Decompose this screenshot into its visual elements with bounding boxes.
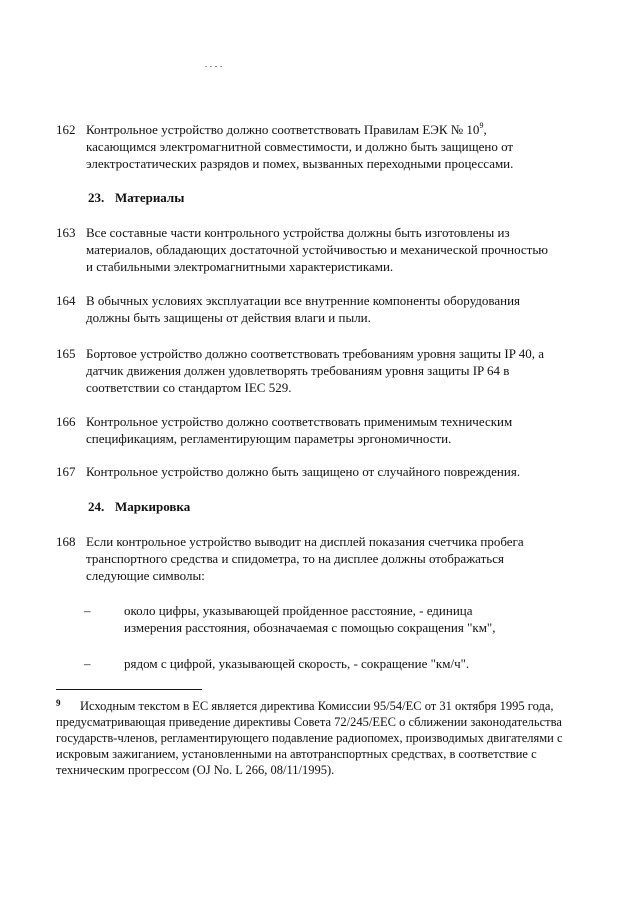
paragraph-164 — [56, 292, 556, 327]
paragraph-number: 168 — [56, 534, 76, 549]
section-number: 24. — [88, 499, 105, 514]
section-title: Материалы — [115, 190, 185, 205]
paragraph-text: Контрольное устройство должно соответствовать применимым техническим спецификациям, регламентирующим параметры эргономичности. — [86, 414, 513, 446]
paragraph-text: В обычных условиях эксплуатации все внутренние компоненты оборудования должны быть защищены от действия влаги и пыли. — [86, 293, 521, 325]
paragraph-number: 165 — [56, 346, 76, 361]
list-item-text: рядом с цифрой, указывающей скорость, - сокращение "км/ч". — [124, 656, 470, 671]
list-item — [84, 602, 524, 637]
paragraph-text-part: Контрольное устройство должно соответствовать Правилам ЕЭК № 10 — [86, 122, 480, 137]
paragraph-text: Контрольное устройство должно быть защищено от случайного повреждения. — [86, 464, 521, 479]
list-item-text: около цифры, указывающей пройденное расстояние, - единица измерения расстояния, обозначаемая с помощью сокращения "км", — [124, 603, 496, 635]
section-title: Маркировка — [115, 499, 191, 514]
paragraph-number: 162 — [56, 122, 76, 137]
paragraph-number: 167 — [56, 464, 76, 479]
dash-bullet: – — [84, 656, 91, 671]
paragraph-text: Все составные части контрольного устройства должны быть изготовлены из материалов, обладающих достаточной устойчивостью и механической прочностью и стабильными электромагнитными характеристиками. — [86, 225, 548, 274]
paragraph-text: Бортовое устройство должно соответствовать требованиям уровня защиты IP 40, а датчик движения должен удовлетворять требованиям уровня защиты IP 64 в соответствии со стандартом IEC 529. — [86, 346, 544, 395]
footnote-mark: 9 — [56, 698, 61, 708]
paragraph-166 — [56, 413, 556, 448]
paragraph-number: 163 — [56, 225, 76, 240]
dash-bullet: – — [84, 603, 91, 618]
list-item — [84, 655, 524, 673]
paragraph-number: 164 — [56, 293, 76, 308]
footnote-separator — [56, 689, 202, 690]
paragraph-163 — [56, 224, 556, 276]
paragraph-165 — [56, 345, 556, 397]
section-number: 23. — [88, 190, 105, 205]
section-heading-materials — [88, 189, 184, 206]
footnote — [56, 698, 566, 778]
section-heading-marking — [88, 498, 190, 515]
footnote-reference: 9 — [479, 120, 484, 130]
paragraph-text-part: , касающимся электромагнитной совместимости, и должно быть защищено от электростатических разрядов и помех, вызванных переходными процессами. — [86, 122, 514, 171]
scan-speck — [205, 64, 225, 68]
paragraph-162 — [56, 121, 556, 173]
paragraph-number: 166 — [56, 414, 76, 429]
paragraph-text — [86, 121, 556, 172]
footnote-text: Исходным текстом в ЕС является директива Комиссии 95/54/ЕС от 31 октября 1995 года, предусматривающая приведение директивы Совета 72/245/ЕЕС о сближении законодательства государств-членов, регламентирующего подавление радиопомех, производимых двигателями с искровым зажиганием, установленными на автотранспортных средствах, в соответствие с техническим прогрессом (OJ No. L 266, 08/11/1995). — [56, 699, 563, 777]
paragraph-text: Если контрольное устройство выводит на дисплей показания счетчика пробега транспортного средства и спидометра, то на дисплее должны отображаться следующие символы: — [86, 534, 524, 583]
paragraph-167 — [56, 463, 556, 481]
paragraph-168 — [56, 533, 556, 585]
